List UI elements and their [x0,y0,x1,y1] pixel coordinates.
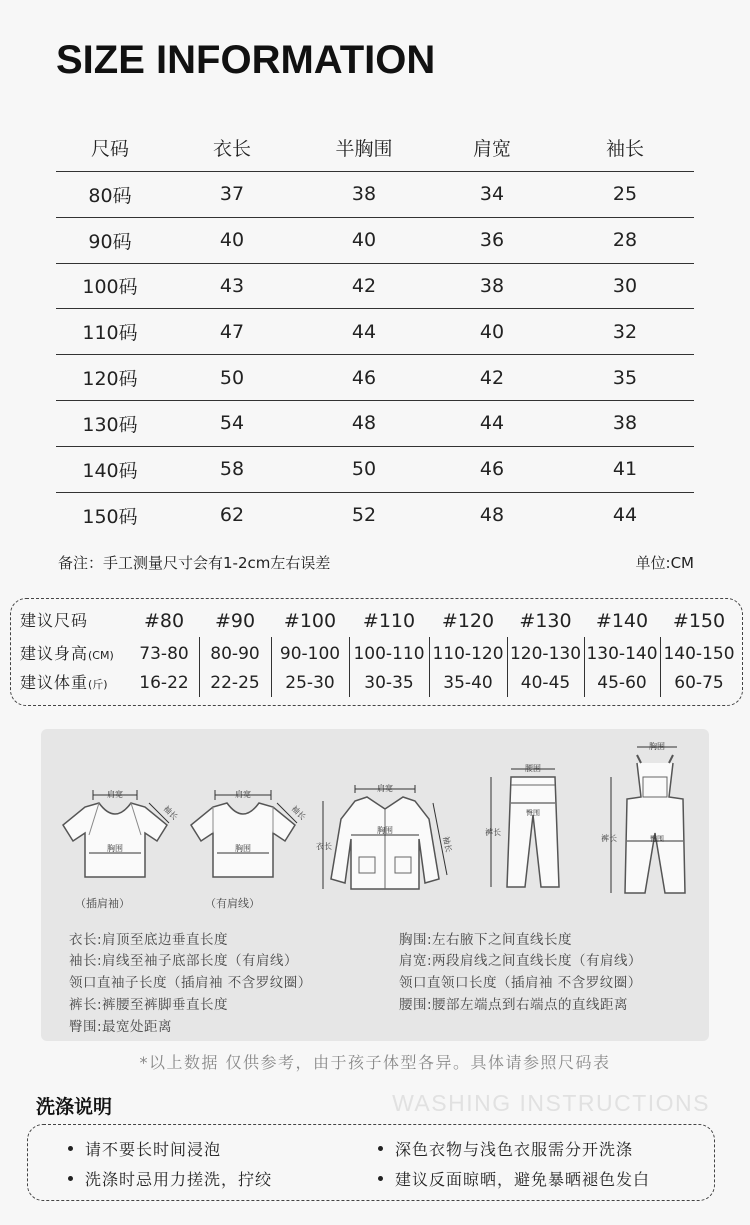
height-unit: (CM) [88,649,114,662]
guide-note: 袖长:肩线至袖子底部长度（有肩线） [69,953,299,969]
table-row [56,309,694,355]
table-cell: 28 [612,229,638,252]
suggest-size-label: 建议尺码 [20,611,89,630]
table-cell: 100码 [82,276,138,299]
length-label: 裤长 [601,834,617,843]
suggest-height: 130-140 [586,644,658,664]
suggest-weight: 40-45 [520,673,571,693]
washing-title-en: WASHING INSTRUCTIONS [392,1090,710,1116]
table-cell: 48 [479,504,505,527]
table-cell: 58 [219,458,245,481]
suggest-height-label [20,639,114,669]
table-cell: 130码 [82,413,138,436]
chest-label: 胸围 [377,826,393,835]
table-row [56,218,694,264]
shoulder-label: 肩宽 [107,790,123,799]
guide-note: 胸围:左右腋下之间直线长度 [399,932,573,948]
disclaimer: *以上数据 仅供参考，由于孩子体型各异。具体请参照尺码表 [139,1053,611,1072]
column-divider [507,637,508,697]
suggest-height: 80-90 [210,644,260,664]
table-cell: 40 [219,229,245,252]
chest-label: 胸围 [235,844,251,853]
table-cell: 41 [612,458,638,481]
column-divider [584,637,585,697]
table-row [56,355,694,401]
suggest-weight: 60-75 [674,673,724,693]
table-cell: 90码 [88,230,132,253]
table-cell: 30 [612,274,638,297]
table-cell: 37 [219,183,245,206]
guide-note: 臀围:最宽处距离 [69,1019,173,1035]
pants-figure [481,763,571,893]
table-cell: 50 [219,366,245,389]
measurement-note: 备注：手工测量尺寸会有1-2cm左右误差 [58,554,331,572]
column-divider [271,637,272,697]
sleeve-label: 袖长 [161,804,180,822]
suggest-weight: 35-40 [443,673,493,693]
table-cell: 46 [351,366,377,389]
shoulder-label: 肩宽 [377,784,393,793]
table-cell: 42 [351,274,377,297]
set-in-caption: （有肩线） [205,897,260,910]
size-table [56,124,694,538]
suggest-size: #90 [214,610,256,632]
table-cell: 44 [351,320,377,343]
washing-item: 洗涤时忌用力搓洗，拧绞 [68,1167,272,1190]
unit-label: 单位:CM [635,554,694,572]
suggest-size: #80 [143,610,185,632]
table-cell: 140码 [82,459,138,482]
suggest-height: 73-80 [139,644,189,664]
guide-note: 裤长:裤腰至裤脚垂直长度 [69,997,229,1013]
table-row [56,447,694,493]
table-cell: 80码 [88,184,132,207]
suggest-height: 100-110 [353,644,425,664]
table-cell: 62 [219,504,245,527]
table-row [56,493,694,539]
pants-length-label: 裤长 [485,828,501,837]
table-cell: 150码 [82,505,138,528]
suggest-weight-row [11,668,742,698]
table-row [56,264,694,310]
suggest-weight: 45-60 [597,673,647,693]
header-cell: 衣长 [212,138,251,160]
suggest-size: #120 [441,610,495,632]
guide-note: 肩宽:两段肩线之间直线长度（有肩线） [399,953,643,969]
sleeve-label: 袖长 [441,835,454,854]
page-title: SIZE INFORMATION [56,38,436,82]
waist-label: 腰围 [525,764,541,773]
table-cell: 47 [219,320,245,343]
table-cell: 54 [219,412,245,435]
washing-item: 请不要长时间浸泡 [68,1137,221,1160]
table-cell: 44 [479,412,505,435]
height-label-text: 建议身高 [20,644,89,663]
header-cell: 肩宽 [472,138,511,160]
header-cell: 袖长 [605,138,644,160]
table-cell: 43 [219,274,245,297]
washing-item: 深色衣物与浅色衣服需分开洗涤 [378,1137,633,1160]
table-cell: 46 [479,458,505,481]
suggest-height: 110-120 [432,644,504,664]
measurement-guide [41,729,709,1041]
suggest-weight: 16-22 [139,673,189,693]
weight-unit: (斤) [88,678,108,691]
table-cell: 50 [351,458,377,481]
table-cell: 38 [612,412,638,435]
weight-label-text: 建议体重 [20,673,89,692]
suggest-weight: 22-25 [210,673,260,693]
suggest-height: 140-150 [663,644,735,664]
suggest-size: #110 [362,610,416,632]
table-cell: 32 [612,320,638,343]
hip-label: 臀围 [650,835,664,843]
table-cell: 120码 [82,368,138,391]
suggest-height: 90-100 [279,644,341,664]
column-divider [660,637,661,697]
table-cell: 38 [479,274,505,297]
guide-note: 领口直领口长度（插肩袖 不含罗纹圈） [399,975,642,991]
washing-box [27,1124,715,1201]
raglan-tshirt-figure [55,773,180,893]
washing-title: 洗涤说明 [36,1096,113,1118]
column-divider [199,637,200,697]
suggest-weight: 25-30 [285,673,335,693]
raglan-caption: （插肩袖） [75,897,130,910]
table-cell: 40 [479,320,505,343]
washing-item: 建议反面晾晒，避免暴晒褪色发白 [378,1167,650,1190]
hip-label: 臀围 [526,809,540,817]
suggest-size: #140 [595,610,649,632]
size-table-header [56,124,694,172]
table-cell: 44 [612,504,638,527]
chest-label: 胸围 [107,844,123,853]
header-cell: 尺码 [90,138,129,160]
header-cell: 半胸围 [335,138,393,160]
table-cell: 35 [612,366,638,389]
suggest-height: 120-130 [509,644,582,664]
overalls-figure [597,737,707,897]
guide-note: 衣长:肩顶至底边垂直长度 [69,932,229,948]
suggest-height-row [11,639,742,669]
column-divider [429,637,430,697]
shoulder-label: 肩宽 [235,790,251,799]
table-cell: 40 [351,229,377,252]
suggest-size: #150 [672,610,726,632]
guide-note: 腰围:腰部左端点到右端点的直线距离 [399,997,629,1013]
table-cell: 110码 [82,322,138,345]
suggest-size-row [11,606,742,636]
table-cell: 52 [351,504,377,527]
suggest-size: #130 [519,610,572,632]
set-in-tshirt-figure [183,773,308,893]
chest-label: 胸围 [649,742,665,751]
suggest-weight-label [20,668,108,698]
table-cell: 42 [479,366,505,389]
sleeve-label: 袖长 [289,804,308,822]
table-cell: 38 [351,183,377,206]
table-cell: 36 [479,229,505,252]
table-row [56,401,694,447]
table-cell: 48 [351,412,377,435]
length-label: 衣长 [316,842,332,851]
suggest-weight: 30-35 [364,673,414,693]
jacket-figure [315,779,455,899]
size-suggestion-box [10,598,743,706]
table-cell: 34 [479,183,505,206]
table-row [56,172,694,218]
column-divider [349,637,350,697]
suggest-size: #100 [283,610,337,632]
table-cell: 25 [612,183,638,206]
guide-note: 领口直袖子长度（插肩袖 不含罗纹圈） [69,975,312,991]
